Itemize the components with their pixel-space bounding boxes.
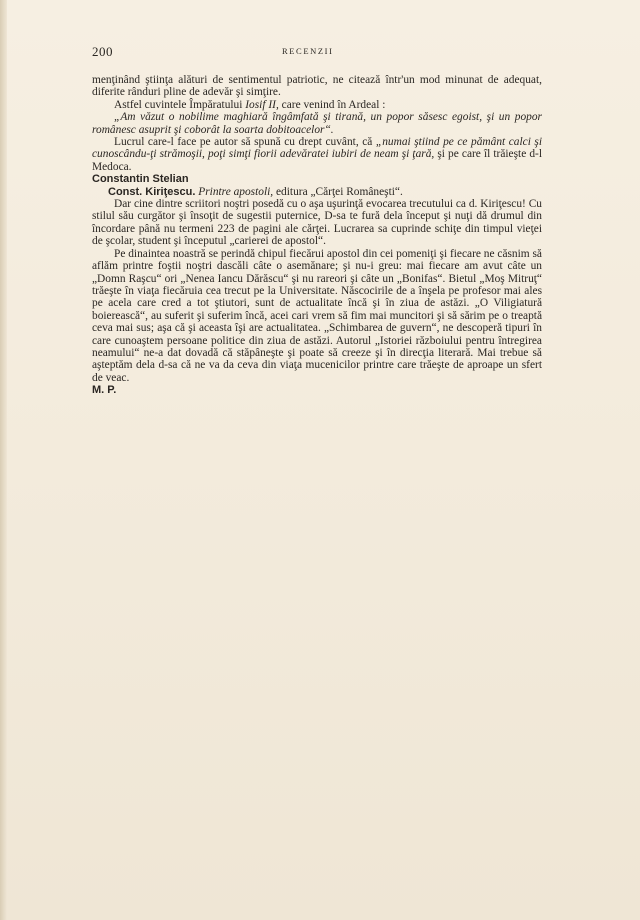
review2-heading <box>92 186 542 198</box>
review1-paragraph-1: menţinând ştiinţa alături de sentimentul patriotic, ne citează într'un mod minunat de adequat, diferite rânduri pline de adevăr şi simţire. <box>92 74 542 99</box>
review1-signature: Constantin Stelian <box>92 173 189 186</box>
page-header <box>92 44 542 60</box>
review1-p2-rest: care venind în Ardeal : <box>278 98 386 111</box>
review2-paragraph-2: Pe dinaintea noastră se perindă chipul fiecărui apostol din cei pomeniţi şi fiecare ne căsnim să aflăm printre foştii noştri dascăli câte o asemănare; şi nu-i greu: mai fiecare am avut câte un „Domn Raşcu“ ori „Nenea Iancu Dărăscu“ şi nu rareori şi câte un „Bonifas“. Bietul „Moş Mitruţ“ trăeşte în viaţa fiecăruia cea trecut pe la Universitate. Născocirile de a înşela pe profesor mai ales pe acela care cred a tot ştiutori, sunt de actualitate încă şi în ziua de astăzi. „O Viligiatură boierească“, au suferit şi suferim încă, acei cari vrem să fim mai muncitori şi să sărim pe o treaptă ceva mai sus; aşa că şi aceasta îşi are actualitatea. „Schimbarea de guvern“, ne descoperă tipuri în care cunoaştem persoane politice din ziua de astăzi. Autorul „Istoriei războiului pentru întregirea neamului“ ne-a dat dovadă că stăpâneşte şi poate să creeze şi în direcţia literară. Mai trebue să aşteptăm dela d-sa că ne va da ceva din viaţa mucenicilor printre care trăeşte de aproape un sfert de veac. <box>92 247 542 384</box>
review2-author: Const. Kiriţescu. <box>108 185 196 198</box>
page-edge-shadow <box>0 0 7 920</box>
review1-quote: „Am văzut o nobilime maghiară îngâmfată şi tirană, un popor săsesc egoist, şi un popor românesc asuprit şi coborât la soarta dobitoacelor“. <box>92 111 542 136</box>
page-number: 200 <box>92 44 113 59</box>
running-head: RECENZII <box>282 46 334 56</box>
review2-paragraph-1: Dar cine dintre scriitori noştri posedă cu o aşa uşurinţă evocarea trecutului ca d. Kiriţescu! Cu stilul său curgător şi însoţit de sugestii puternice, D-sa te fură dela început şi nuţi dă drumul din încordare până nu termeni 223 de pagini ale cărţei. Lucrarea sa cuprinde schiţe din timpul vieţei de şcolar, student şi începutul „carierei de apostol“. <box>92 198 542 248</box>
page-body <box>92 74 542 397</box>
review2-publisher: editura „Cărţei Româneşti“. <box>273 185 403 198</box>
review1-p2-intro: Astfel cuvintele Împăratului <box>114 98 246 111</box>
review1-p3-rest: şi pe care îl trăieşte d-l Medoca. <box>92 148 543 173</box>
emperor-name: Iosif II, <box>245 98 279 111</box>
review2-title: Printre apostoli, <box>198 185 274 198</box>
review1-paragraph-3 <box>92 136 542 173</box>
review1-paragraph-2 <box>92 99 542 111</box>
review1-p3-quote: „numai ştiind pe ce pământ calci şi cunoscându-ţi strămoşii, poţi simţi fiorii adevăratei iubiri de neam şi ţară, <box>92 136 543 161</box>
review1-p3-intro: Lucrul care-l face pe autor să spună cu drept cuvânt, că <box>114 136 376 149</box>
review2-signature: M. P. <box>92 384 117 397</box>
